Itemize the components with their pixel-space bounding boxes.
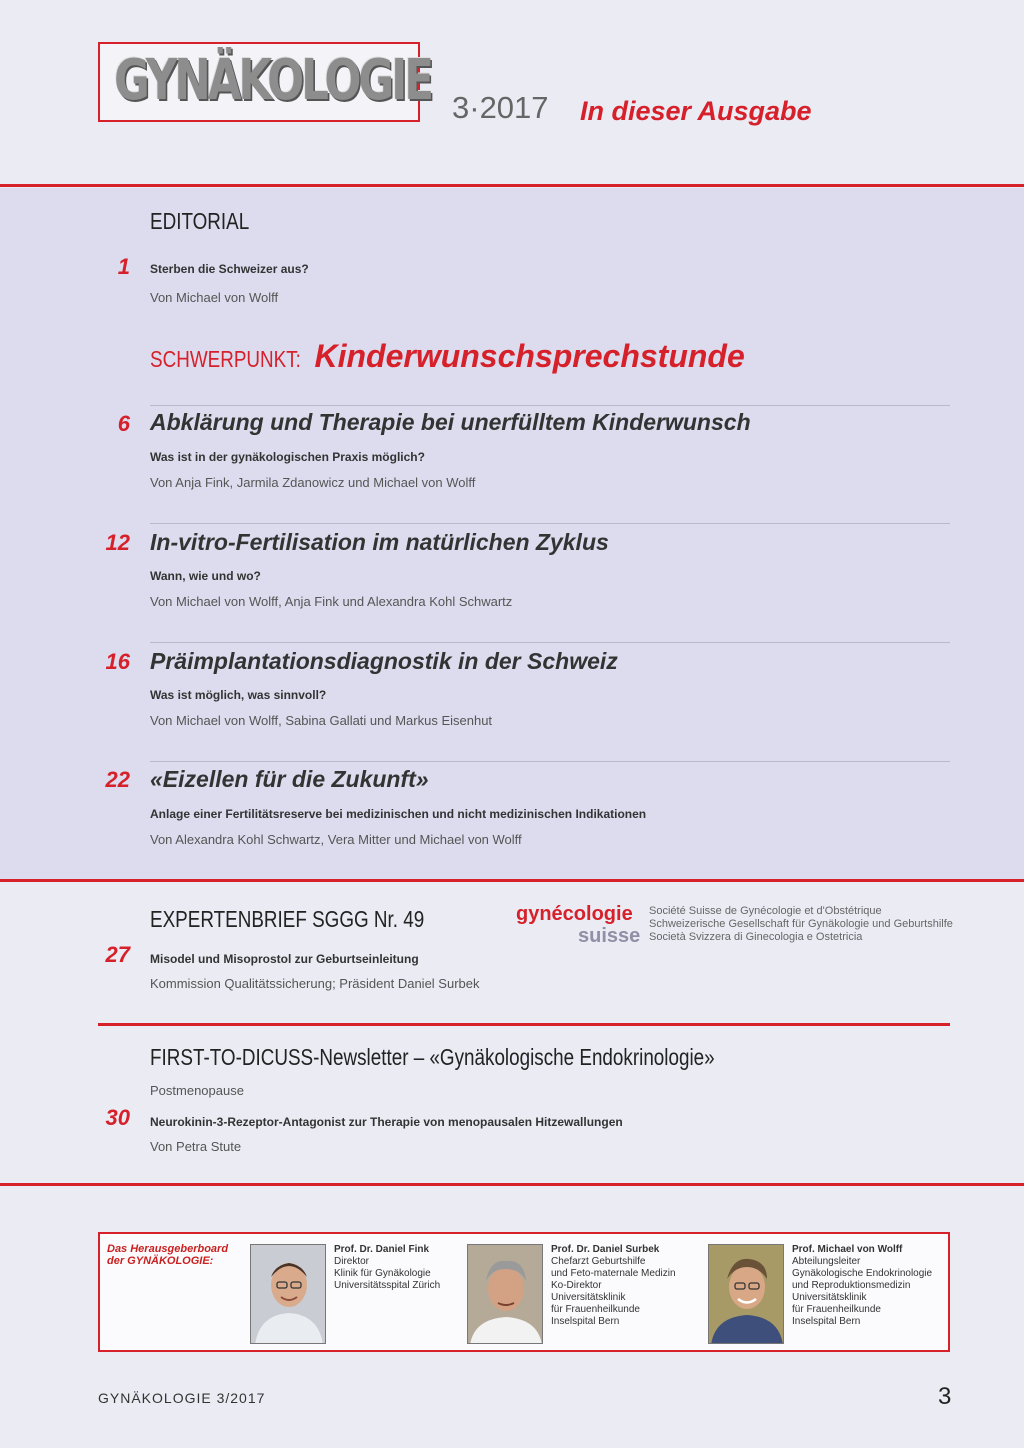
page-number-article: 12: [105, 530, 130, 555]
page-number-article: 22: [105, 767, 130, 792]
header-divider: [0, 184, 1024, 187]
page-number-editorial: 1: [117, 254, 130, 279]
journal-logo: [98, 42, 431, 122]
section-heading-schwerpunkt: [150, 338, 745, 375]
article-subtitle: Anlage einer Fertilitätsreserve bei medizinischen und nicht medizinischen Indikationen: [150, 807, 647, 821]
section-divider: [98, 1023, 950, 1026]
divider: [150, 761, 950, 762]
society-logo-suisse: suisse: [578, 925, 641, 947]
board-member-bio: Prof. Dr. Daniel Fink Direktor Klinik für Gynäkologie Universitätsspital Zürich: [334, 1244, 441, 1291]
footer-journal: GYNÄKOLOGIE 3/2017: [98, 1390, 266, 1406]
journal-logo-text: GYNÄKOLOGIE: [114, 48, 431, 113]
editorial-board: [98, 1232, 950, 1352]
society-name-de: Schweizerische Gesellschaft für Gynäkologie und Geburtshilfe: [649, 918, 953, 930]
page-title: In dieser Ausgabe: [580, 96, 812, 126]
board-member-photo: [708, 1244, 784, 1344]
article-authors-newsletter: Von Petra Stute: [150, 1139, 242, 1154]
article-subtitle: Was ist in der gynäkologischen Praxis möglich?: [150, 450, 425, 464]
article-title[interactable]: Abklärung und Therapie bei unerfülltem Kinderwunsch: [150, 409, 751, 435]
board-member-name: Prof. Dr. Daniel Fink: [334, 1244, 430, 1255]
divider: [150, 523, 950, 524]
band-divider: [0, 879, 1024, 882]
newsletter-category: Postmenopause: [150, 1083, 244, 1098]
article-subtitle: Was ist möglich, was sinnvoll?: [150, 688, 327, 702]
society-name-fr: Société Suisse de Gynécologie et d'Obstétrique: [649, 905, 882, 917]
article-authors: Von Anja Fink, Jarmila Zdanowicz und Michael von Wolff: [150, 475, 476, 490]
article-title[interactable]: In-vitro-Fertilisation im natürlichen Zyklus: [150, 529, 609, 555]
board-member-name: Prof. Michael von Wolff: [792, 1244, 903, 1255]
board-member-bio: Prof. Michael von Wolff Abteilungsleiter Gynäkologische Endokrinologie und Reproduktionsmedizin Universitätsklinik für Frauenheilkunde Inselspital Bern: [792, 1244, 933, 1327]
footer-page-number: 3: [938, 1383, 952, 1410]
board-member-photo: [467, 1244, 543, 1344]
schwerpunkt-label: SCHWERPUNKT:: [150, 346, 301, 372]
board-member-bio: Prof. Dr. Daniel Surbek Chefarzt Geburtshilfe und Feto-maternale Medizin Ko-Direktor Universitätsklinik für Frauenheilkunde Inselspital Bern: [551, 1244, 676, 1327]
divider: [150, 405, 950, 406]
board-member-photo: [250, 1244, 326, 1344]
society-name-it: Società Svizzera di Ginecologia e Ostetricia: [649, 931, 863, 943]
page-number-newsletter: 30: [105, 1105, 130, 1130]
article-title-newsletter[interactable]: Neurokinin-3-Rezeptor-Antagonist zur Therapie von menopausalen Hitzewallungen: [150, 1115, 623, 1129]
article-title[interactable]: Präimplantationsdiagnostik in der Schweiz: [150, 648, 618, 674]
divider: [150, 642, 950, 643]
article-title[interactable]: «Eizellen für die Zukunft»: [150, 766, 429, 792]
article-authors-expertenbrief: Kommission Qualitätssicherung; Präsident Daniel Surbek: [150, 976, 480, 991]
article-author-editorial: Von Michael von Wolff: [150, 290, 279, 305]
page-number-expertenbrief: 27: [105, 942, 130, 967]
society-logo-gynecologie: gynécologie: [516, 903, 633, 925]
article-authors: Von Michael von Wolff, Sabina Gallati und Markus Eisenhut: [150, 713, 493, 728]
article-authors: Von Alexandra Kohl Schwartz, Vera Mitter und Michael von Wolff: [150, 832, 522, 847]
board-member-name: Prof. Dr. Daniel Surbek: [551, 1244, 660, 1255]
issue-number: 3·2017: [452, 90, 549, 125]
article-title-editorial[interactable]: Sterben die Schweizer aus?: [150, 262, 309, 276]
page-number-article: 16: [105, 649, 130, 674]
section-heading-editorial: EDITORIAL: [150, 208, 250, 234]
page-number-article: 6: [117, 411, 130, 436]
section-heading-newsletter: FIRST-TO-DICUSS-Newsletter – «Gynäkologische Endokrinologie»: [150, 1044, 715, 1070]
schwerpunkt-topic: Kinderwunschsprechstunde: [314, 338, 745, 374]
footer-divider: [0, 1183, 1024, 1186]
section-heading-expertenbrief: EXPERTENBRIEF SGGG Nr. 49: [150, 906, 425, 932]
article-subtitle: Wann, wie und wo?: [150, 569, 261, 583]
article-title-expertenbrief[interactable]: Misodel und Misoprostol zur Geburtseinleitung: [150, 952, 419, 966]
article-authors: Von Michael von Wolff, Anja Fink und Alexandra Kohl Schwartz: [150, 594, 513, 609]
board-label: Das Herausgeberboard der GYNÄKOLOGIE:: [107, 1243, 229, 1267]
